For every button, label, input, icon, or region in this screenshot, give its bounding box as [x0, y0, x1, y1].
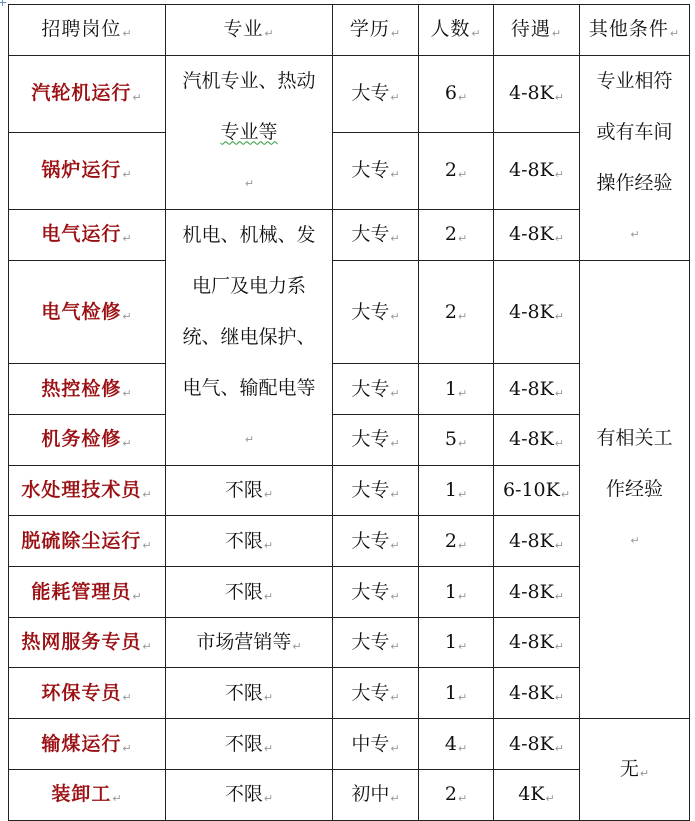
position-cell: 环保专员↵: [9, 668, 166, 719]
major-cell: 不限↵: [166, 668, 333, 719]
salary-cell: 6-10K↵: [494, 465, 580, 516]
major-cell-merged: 汽机专业、热动 专业等 ↵: [166, 55, 333, 209]
count-cell: 2↵: [419, 769, 494, 820]
header-position: 招聘岗位↵: [9, 5, 166, 56]
major-cell: 不限↵: [166, 719, 333, 770]
count-cell: 5↵: [419, 415, 494, 466]
major-cell-merged: 机电、机械、发 电厂及电力系 统、继电保护、 电气、输配电等 ↵: [166, 209, 333, 465]
corner-mark: [0, 0, 6, 6]
position-cell: 热网服务专员↵: [9, 617, 166, 668]
salary-cell: 4-8K↵: [494, 132, 580, 209]
salary-cell: 4K↵: [494, 769, 580, 820]
header-salary: 待遇↵: [494, 5, 580, 56]
count-cell: 2↵: [419, 209, 494, 260]
count-cell: 6↵: [419, 55, 494, 132]
education-cell: 大专↵: [333, 132, 419, 209]
major-cell: 市场营销等↵: [166, 617, 333, 668]
header-other: 其他条件↵: [580, 5, 690, 56]
salary-cell: 4-8K↵: [494, 209, 580, 260]
count-cell: 4↵: [419, 719, 494, 770]
other-cell-merged: 无↵: [580, 719, 690, 820]
education-cell: 大专↵: [333, 567, 419, 618]
education-cell: 大专↵: [333, 260, 419, 364]
position-cell: 电气检修↵: [9, 260, 166, 364]
education-cell: 大专↵: [333, 55, 419, 132]
education-cell: 大专↵: [333, 209, 419, 260]
header-major: 专业↵: [166, 5, 333, 56]
education-cell: 大专↵: [333, 668, 419, 719]
salary-cell: 4-8K↵: [494, 260, 580, 364]
salary-cell: 4-8K↵: [494, 567, 580, 618]
count-cell: 1↵: [419, 617, 494, 668]
position-cell: 电气运行↵: [9, 209, 166, 260]
other-cell-merged: 专业相符 或有车间 操作经验 ↵: [580, 55, 690, 260]
table-header-row: [9, 5, 690, 56]
education-cell: 中专↵: [333, 719, 419, 770]
major-cell: 不限↵: [166, 465, 333, 516]
position-cell: 脱硫除尘运行↵: [9, 516, 166, 567]
education-cell: 大专↵: [333, 364, 419, 415]
count-cell: 2↵: [419, 132, 494, 209]
count-cell: 1↵: [419, 364, 494, 415]
major-cell: 不限↵: [166, 516, 333, 567]
count-cell: 1↵: [419, 567, 494, 618]
salary-cell: 4-8K↵: [494, 668, 580, 719]
salary-cell: 4-8K↵: [494, 55, 580, 132]
header-education: 学历↵: [333, 5, 419, 56]
salary-cell: 4-8K↵: [494, 719, 580, 770]
education-cell: 初中↵: [333, 769, 419, 820]
position-cell: 输煤运行↵: [9, 719, 166, 770]
table-row: [9, 55, 690, 132]
header-count: 人数↵: [419, 5, 494, 56]
count-cell: 2↵: [419, 516, 494, 567]
education-cell: 大专↵: [333, 415, 419, 466]
other-cell-merged: 有相关工 作经验 ↵: [580, 260, 690, 718]
education-cell: 大专↵: [333, 516, 419, 567]
education-cell: 大专↵: [333, 465, 419, 516]
count-cell: 1↵: [419, 465, 494, 516]
position-cell: 能耗管理员↵: [9, 567, 166, 618]
count-cell: 1↵: [419, 668, 494, 719]
position-cell: 机务检修↵: [9, 415, 166, 466]
table-row: [9, 260, 690, 364]
recruitment-table: [8, 4, 690, 821]
table-row: [9, 719, 690, 770]
recruitment-table-container: [8, 4, 689, 806]
position-cell: 锅炉运行↵: [9, 132, 166, 209]
major-cell: 不限↵: [166, 769, 333, 820]
position-cell: 水处理技术员↵: [9, 465, 166, 516]
position-cell: 汽轮机运行↵: [9, 55, 166, 132]
count-cell: 2↵: [419, 260, 494, 364]
salary-cell: 4-8K↵: [494, 516, 580, 567]
salary-cell: 4-8K↵: [494, 617, 580, 668]
education-cell: 大专↵: [333, 617, 419, 668]
major-cell: 不限↵: [166, 567, 333, 618]
position-cell: 热控检修↵: [9, 364, 166, 415]
salary-cell: 4-8K↵: [494, 415, 580, 466]
position-cell: 装卸工↵: [9, 769, 166, 820]
salary-cell: 4-8K↵: [494, 364, 580, 415]
